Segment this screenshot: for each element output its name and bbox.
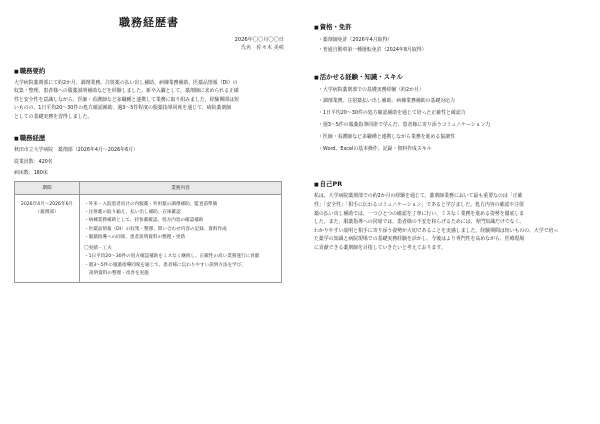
qualifications-section — [314, 22, 586, 56]
achievement-item: ・1日平均20〜30件の処方確認補助をミスなく継続し、正確性の高い業務遂行に貢献 — [84, 254, 260, 260]
list-item: ・ 薬剤師免許（2026年4月取得） — [318, 35, 586, 45]
summary-section — [14, 66, 284, 121]
pr-line: 性」「安全性」「相手に伝わるコミュニケーション」であると学びました。処方内容の確認や注射 — [314, 201, 524, 208]
summary-line: 収集・整理、患者様への服薬説明補助などを経験しました。新卒入職として、薬剤師に求められる正確 — [14, 88, 239, 95]
qualifications-list — [314, 35, 586, 56]
summary-line: いものの、1日平均20〜30件の処方確認補助、週3〜5件程度の服薬指導同席を通じて、病院薬剤師 — [14, 105, 232, 112]
pr-line: 薬の払い出し補助では、一つひとつの確認を丁寧に行い、ミスなく業務を進める姿勢を徹底しま — [314, 210, 525, 217]
summary-line: 性と安全性を意識しながら、医師・看護師など多職種と連携して業務に取り組みました。経験期間は短 — [14, 96, 239, 103]
duty-item: ・病棟業務補助として、持参薬確認、処方内容の確認補助 — [84, 218, 204, 224]
applicant-name-line — [14, 44, 284, 52]
left-column — [14, 14, 284, 283]
summary-line: としての基礎実務を習得しました。 — [14, 113, 93, 120]
period-header: 期間 — [15, 181, 80, 194]
content-header: 業務内容 — [80, 181, 282, 194]
period-cell — [15, 194, 80, 283]
achievement-item: ・週3〜5件の服薬指導同席を通じて、患者様に伝わりやすい説明方法を学び、 — [84, 262, 246, 268]
list-item: ・ 医師・看護師など多職種と連携しながら業務を進める協調性 — [318, 132, 586, 144]
pr-line: した。また、服薬指導への同席では、患者様の不安を和らげるためには、専門知識だけでなく、 — [314, 219, 525, 226]
company-line: 秋田市立大学病院 薬剤部（2026年4月〜2026年6月） — [14, 147, 139, 154]
applicant-name: 佐々木 美咲 — [256, 45, 284, 51]
summary-line: 大学病院薬剤部にて約2か月、調剤業務、注射薬の払い出し補助、病棟業務補助、医薬品情報（DI）の — [14, 80, 238, 86]
qualifications-heading: ■ 資格・免許 — [314, 22, 586, 31]
pr-line: た薬学の知識と病院現場での基礎実務経験を活かし、今後はより専門性を高めながら、医療現場 — [314, 236, 525, 243]
right-column — [314, 22, 586, 253]
duty-item: ・注射薬の取り揃え、払い出し補助、在庫確認 — [84, 209, 181, 215]
pr-line: 私は、大学病院薬剤部での約2か月の経験を通じて、薬剤師業務において最も重要なのは「正確 — [314, 193, 523, 200]
name-label: 氏名 — [240, 45, 252, 51]
list-item: ・ 大学病院薬剤部での基礎実務経験（約2か月） — [318, 85, 586, 97]
table-header-row — [15, 181, 282, 194]
list-item: ・ 調剤業務、注射薬払い出し補助、病棟業務補助の基礎対応力 — [318, 96, 586, 108]
document-date: 2026年〇〇月〇〇日 — [234, 37, 284, 43]
skills-heading: ■ 活かせる経験・知識・スキル — [314, 72, 586, 81]
list-item: ・ Word、Excelの基本操作、記録・資料作成スキル — [318, 144, 586, 156]
duty-item: ・外来・入院患者向けの内服薬・外用薬の調剤補助、監査前準備 — [84, 201, 218, 207]
employee-count: 従業員数：420名 — [14, 159, 53, 166]
pr-line: わかりやすい説明と相手に寄り添う姿勢が大切であることを実感しました。経験期間は短いものの、大学で培っ — [314, 227, 559, 234]
list-item: ・ 1日平均20〜30件の処方確認補助を通じて培った正確性と確認力 — [318, 108, 586, 120]
pr-line: に貢献できる薬剤師を目指していきたいと考えております。 — [314, 244, 446, 251]
achievements-heading: 〇実績・工夫 — [84, 246, 112, 252]
pr-section — [314, 179, 586, 252]
skills-section — [314, 72, 586, 156]
document-title: 職務経歴書 — [119, 16, 179, 29]
period-department: （薬剤部） — [35, 209, 59, 215]
pr-heading: ■ 自己PR — [314, 179, 586, 188]
career-heading: ■ 職務経歴 — [14, 133, 284, 142]
list-item: ・ 週3〜5件の服薬指導同席で学んだ、患者様に寄り添うコミュニケーション力 — [318, 120, 586, 132]
career-section — [14, 133, 284, 283]
content-cell — [80, 194, 282, 283]
list-item: ・ 普通自動車第一種運転免許（2024年8月取得） — [318, 45, 586, 55]
achievement-item: 説明資料の整理・改善を実施 — [89, 271, 149, 277]
career-table — [14, 181, 282, 284]
period-range: 2026年4月〜2026年6月 — [20, 201, 74, 207]
duty-item: ・服薬指導への同席、患者説明資料の整理・更新 — [84, 234, 186, 240]
skills-list — [314, 85, 586, 156]
bed-count: 病床数：180床 — [14, 170, 48, 177]
table-row — [15, 194, 282, 283]
summary-heading: ■ 職務要約 — [14, 66, 284, 75]
duty-item: ・医薬品情報（DI）の収集・整理、問い合わせ内容の記録、資料作成 — [84, 226, 227, 232]
